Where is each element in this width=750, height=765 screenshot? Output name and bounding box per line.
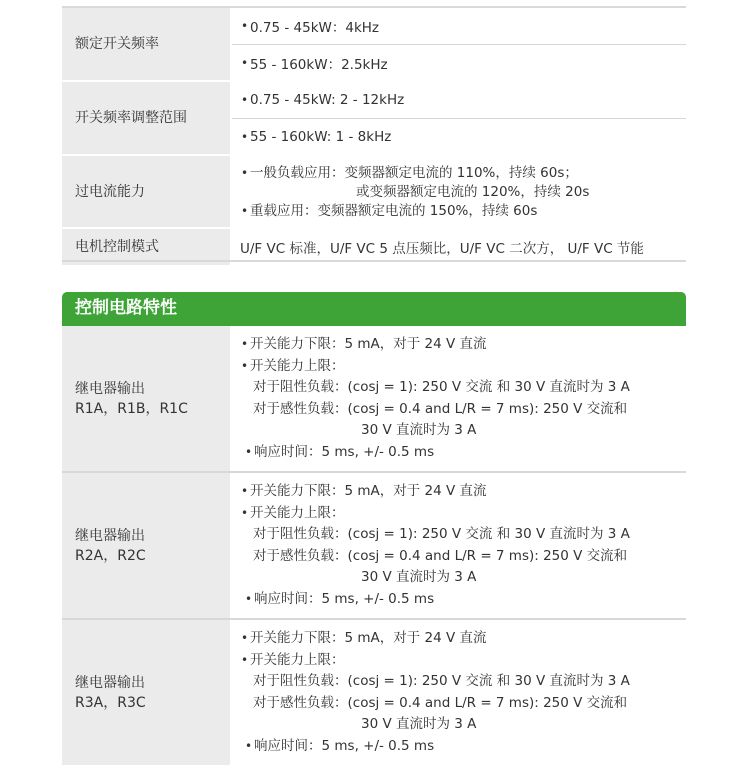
- list-item-resistive: [239, 377, 686, 399]
- list-item: [239, 503, 686, 525]
- list-item: [239, 481, 686, 503]
- list-item-continuation: 30 V 直流时为 3 A: [361, 569, 477, 585]
- item-text: 响应时间：5 ms, +/- 0.5 ms: [254, 443, 435, 460]
- list-item-continuation: 30 V 直流时为 3 A: [361, 422, 477, 438]
- list-item-resistive: [239, 671, 686, 693]
- row-label: [62, 620, 232, 765]
- table-row-relay-r2: [62, 473, 686, 620]
- list-item: [232, 8, 686, 45]
- bullet-icon: •: [240, 337, 249, 351]
- bullet-icon: •: [240, 631, 249, 645]
- item-text: 0.75 - 45kW：4kHz: [250, 20, 380, 36]
- item-text: (cosj = 0.4 and L/R = 7 ms): 250 V 交流和: [347, 400, 628, 417]
- list-item-resistive: [239, 524, 686, 546]
- bullet-icon: •: [244, 738, 253, 753]
- row-label: 电机控制模式: [62, 229, 232, 265]
- item-text: 55 - 160kW: 1 - 8kHz: [250, 128, 392, 145]
- row-value: U/F VC 标准，U/F VC 5 点压频比，U/F VC 二次方， U/F VC 节能: [232, 229, 686, 265]
- item-text: 开关能力下限：5 mA，对于 24 V 直流: [250, 630, 487, 646]
- bullet-icon: •: [240, 129, 249, 144]
- item-text: 对于阻性负载：: [253, 379, 348, 395]
- row-value: [232, 620, 686, 765]
- item-text: 开关能力下限：5 mA，对于 24 V 直流: [250, 336, 487, 352]
- item-text: 一般负载应用：变频器额定电流的 110%，持续 60s；: [250, 165, 578, 181]
- list-item: [232, 45, 686, 80]
- item-text: (cosj = 0.4 and L/R = 7 ms): 250 V 交流和: [347, 547, 628, 564]
- bullet-icon: •: [240, 55, 249, 70]
- bullet-icon: •: [240, 93, 249, 107]
- bullet-icon: •: [240, 505, 249, 520]
- item-text: 开关能力下限：5 mA，对于 24 V 直流: [250, 483, 487, 499]
- relay-label: 继电器输出: [75, 674, 145, 691]
- row-label: 过电流能力: [62, 156, 232, 227]
- list-item: [239, 164, 686, 183]
- table-row-relay-r1: [62, 326, 686, 473]
- item-text: 对于感性负载：: [253, 400, 348, 417]
- bullet-icon: •: [240, 652, 249, 667]
- list-item-inductive: [239, 693, 686, 715]
- row-value: [232, 473, 686, 618]
- list-item-inductive: [239, 399, 686, 421]
- item-text: 开关能力上限：: [250, 357, 345, 374]
- list-item: [232, 82, 686, 119]
- list-item: [232, 119, 686, 154]
- bullet-icon: •: [240, 166, 249, 180]
- bullet-icon: •: [240, 204, 249, 218]
- row-value: [232, 8, 686, 80]
- item-text: 0.75 - 45kW: 2 - 12kHz: [250, 92, 405, 108]
- item-text: 对于阻性负载：: [253, 673, 348, 689]
- item-text: 开关能力上限：: [250, 651, 345, 668]
- table-row-rated-switching-frequency: [62, 8, 686, 82]
- list-item: [239, 736, 686, 758]
- list-item: [239, 589, 686, 611]
- item-text: 重载应用：变频器额定电流的 150%，持续 60s: [250, 203, 538, 219]
- item-text: 响应时间：5 ms, +/- 0.5 ms: [254, 590, 435, 607]
- row-value: [232, 326, 686, 471]
- item-text: (cosj = 0.4 and L/R = 7 ms): 250 V 交流和: [347, 694, 628, 711]
- bullet-icon: •: [244, 591, 253, 606]
- list-item-continuation: 30 V 直流时为 3 A: [361, 716, 477, 732]
- row-label: [62, 473, 232, 618]
- relay-label: 继电器输出: [75, 380, 145, 397]
- list-item-continuation: 或变频器额定电流的 120%，持续 20s: [356, 184, 590, 200]
- table-row-relay-r3: [62, 620, 686, 765]
- item-text: 对于感性负载：: [253, 547, 348, 564]
- item-text: 对于阻性负载：: [253, 526, 348, 542]
- spec-table-drive: [62, 8, 686, 265]
- item-text: (cosj = 1): 250 V 交流 和 30 V 直流时为 3 A: [347, 379, 630, 395]
- list-item: [239, 442, 686, 464]
- relay-terminals: R2A，R2C: [75, 547, 146, 564]
- item-text: (cosj = 1): 250 V 交流 和 30 V 直流时为 3 A: [347, 673, 630, 689]
- row-label: [62, 326, 232, 471]
- table-row-switching-frequency-range: [62, 82, 686, 156]
- bullet-icon: •: [240, 484, 249, 498]
- bullet-icon: •: [240, 358, 249, 373]
- item-text: 开关能力上限：: [250, 504, 345, 521]
- bullet-icon: •: [240, 19, 249, 33]
- item-text: 55 - 160kW：2.5kHz: [250, 56, 388, 73]
- list-item: [239, 628, 686, 650]
- table-row-overcurrent: [62, 156, 686, 229]
- row-label: 开关频率调整范围: [62, 82, 232, 154]
- list-item: [239, 202, 686, 221]
- spec-table-control-circuit: [62, 326, 686, 765]
- bullet-icon: •: [244, 444, 253, 459]
- row-value: [232, 82, 686, 154]
- row-label: 额定开关频率: [62, 8, 232, 80]
- list-item-inductive: [239, 546, 686, 568]
- item-text: (cosj = 1): 250 V 交流 和 30 V 直流时为 3 A: [347, 526, 630, 542]
- relay-terminals: R1A，R1B，R1C: [75, 400, 188, 417]
- relay-terminals: R3A，R3C: [75, 694, 146, 711]
- list-item: [239, 334, 686, 356]
- section-header: 控制电路特性: [62, 292, 686, 325]
- item-text: 对于感性负载：: [253, 694, 348, 711]
- row-value: [232, 156, 686, 227]
- item-text: 响应时间：5 ms, +/- 0.5 ms: [254, 737, 435, 754]
- list-item: [239, 650, 686, 672]
- relay-label: 继电器输出: [75, 527, 145, 544]
- table-bottom-border: [62, 260, 686, 262]
- list-item: [239, 356, 686, 378]
